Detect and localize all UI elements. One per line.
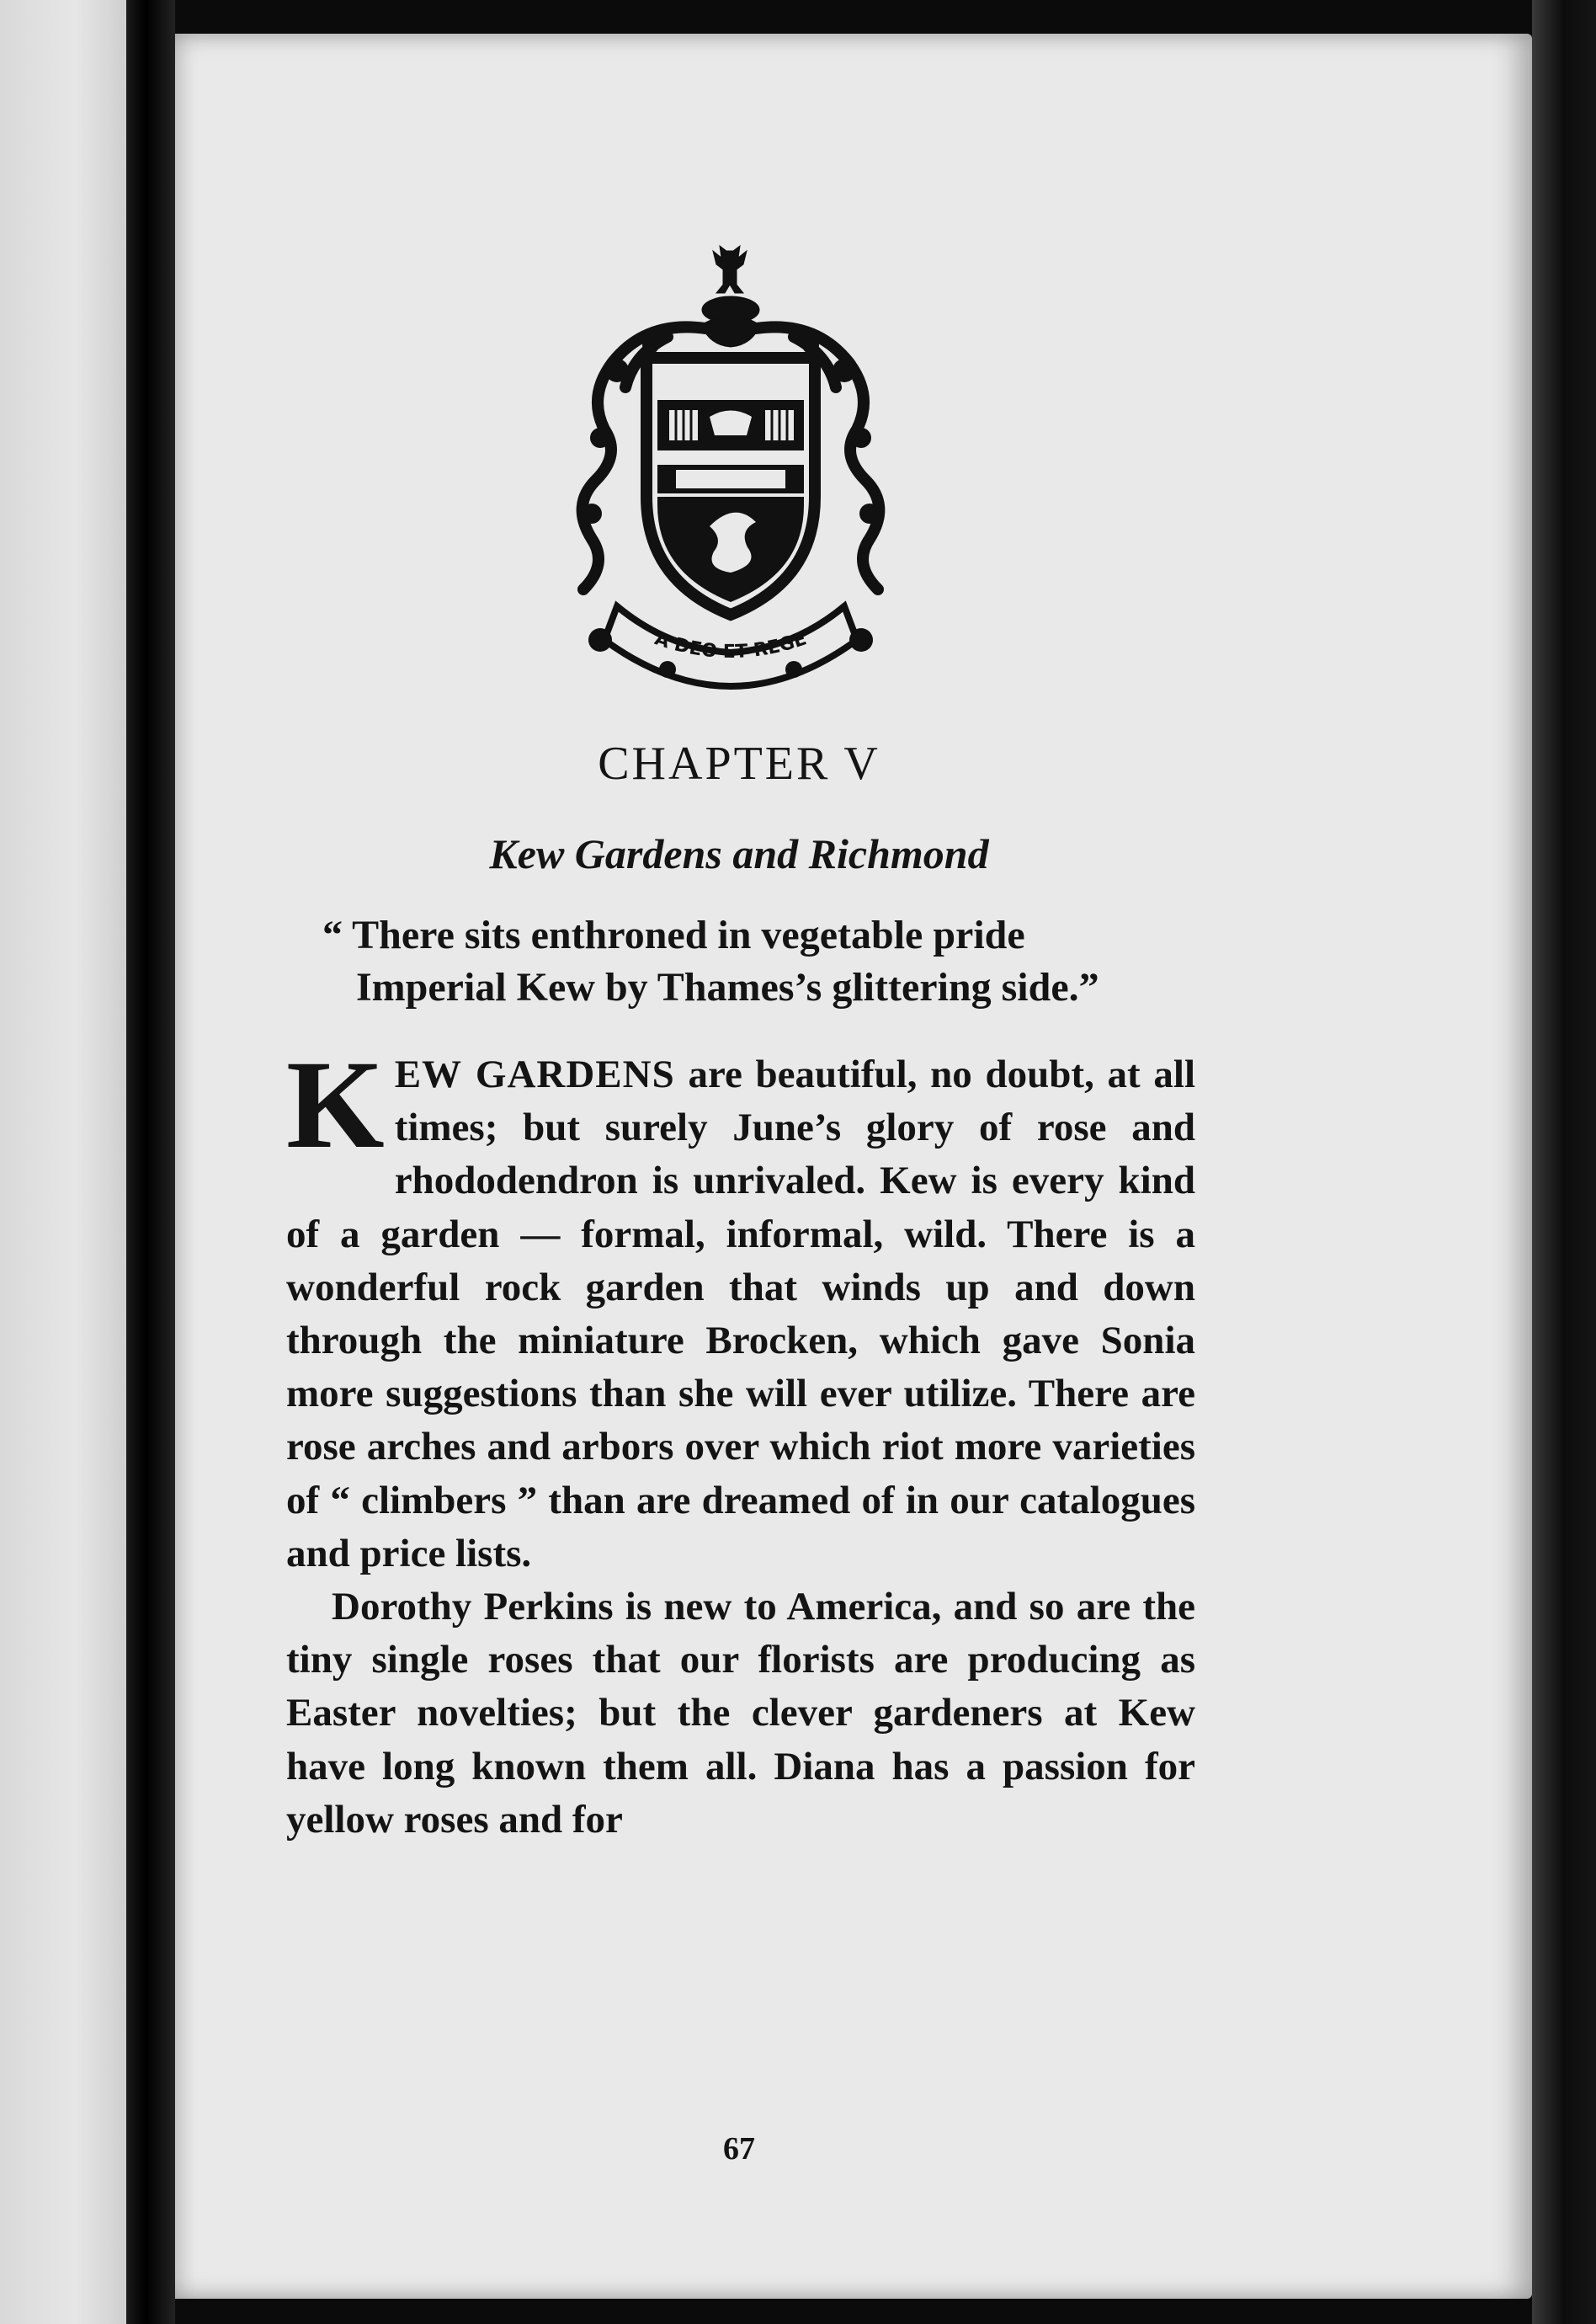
- book-gutter: [126, 0, 175, 2324]
- book-page: [175, 34, 1532, 2299]
- drop-cap: K: [286, 1035, 385, 1175]
- paragraph: [286, 1035, 1196, 1580]
- epigraph-line: “ There sits enthroned in vegetable pride: [322, 913, 1025, 957]
- coat-of-arms-crest: [567, 244, 895, 690]
- page-edge-shadow: [1532, 0, 1596, 2324]
- epigraph: [322, 909, 1333, 1014]
- chapter-heading: CHAPTER V: [598, 738, 880, 790]
- paragraph: Dorothy Perkins is new to America, and so are the tiny single roses that our florists are producing as Easter novelties; but the clever gardeners at Kew have long known them all. Diana has a passion for yellow roses and for: [286, 1585, 1195, 1842]
- page-number: 67: [723, 2131, 755, 2167]
- small-caps-lead: EW GARDENS: [394, 1053, 675, 1096]
- crest-motto: A DEO ET REGE: [652, 628, 810, 664]
- paragraph-text: are beautiful, no doubt, at all times; but surely June’s glory of rose and rhododendron is unrivaled. Kew is every kind of a garden — formal, informal, wild. There is a wonderful rock garden that winds up and down through the miniature Brocken, which gave Sonia more suggestions than she will ever utilize. There are rose arches and arbors over which riot more varieties of “ climbers ” than are dreamed of in our catalogues and price lists.: [286, 1053, 1196, 1575]
- epigraph-line: Imperial Kew by Thames’s glittering side.”: [356, 965, 1099, 1010]
- body-text: [286, 1035, 1196, 1847]
- facing-page-edge: [0, 0, 126, 2324]
- chapter-subtitle: Kew Gardens and Richmond: [489, 830, 989, 877]
